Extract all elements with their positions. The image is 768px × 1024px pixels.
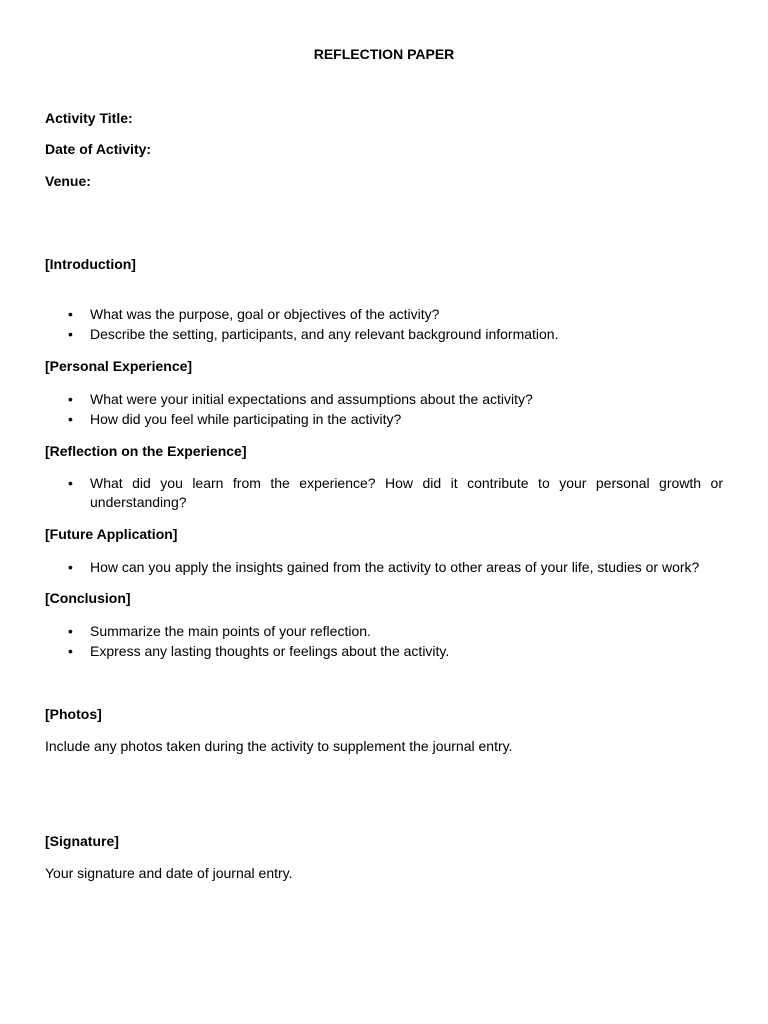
signature-heading: [Signature] <box>45 833 119 849</box>
list-item <box>45 410 723 429</box>
list-item-text: Express any lasting thoughts or feelings about the activity. <box>90 643 450 659</box>
signature-instruction: Your signature and date of journal entry. <box>45 865 293 881</box>
list-item-text: How did you feel while participating in the activity? <box>90 411 402 427</box>
photos-heading: [Photos] <box>45 706 102 722</box>
bullet-icon: • <box>68 559 73 575</box>
list-item <box>45 305 723 324</box>
introduction-heading: [Introduction] <box>45 256 136 272</box>
list-item-text: What were your initial expectations and assumptions about the activity? <box>90 391 533 407</box>
document-title: REFLECTION PAPER <box>313 46 455 62</box>
bullet-icon: • <box>68 623 73 639</box>
list-item <box>45 474 723 512</box>
photos-instruction: Include any photos taken during the activity to supplement the journal entry. <box>45 738 513 754</box>
list-item <box>45 325 723 344</box>
future-application-heading: [Future Application] <box>45 526 178 542</box>
list-item <box>45 558 723 577</box>
bullet-icon: • <box>68 306 73 322</box>
bullet-icon: • <box>68 475 73 491</box>
reflection-list <box>45 474 723 513</box>
reflection-heading: [Reflection on the Experience] <box>45 443 247 459</box>
conclusion-heading: [Conclusion] <box>45 590 131 606</box>
personal-experience-list <box>45 390 723 430</box>
activity-title-label: Activity Title: <box>45 110 133 126</box>
venue-label: Venue: <box>45 173 91 189</box>
date-of-activity-label: Date of Activity: <box>45 141 152 157</box>
list-item-text: What did you learn from the experience? How did it contribute to your personal growth or understanding? <box>90 475 723 510</box>
list-item-text: What was the purpose, goal or objectives of the activity? <box>90 306 440 322</box>
bullet-icon: • <box>68 326 73 342</box>
conclusion-list <box>45 622 723 662</box>
bullet-icon: • <box>68 411 73 427</box>
list-item <box>45 642 723 661</box>
bullet-icon: • <box>68 643 73 659</box>
list-item-text: How can you apply the insights gained from the activity to other areas of your life, studies or work? <box>90 559 700 575</box>
list-item-text: Describe the setting, participants, and any relevant background information. <box>90 326 559 342</box>
list-item <box>45 390 723 409</box>
bullet-icon: • <box>68 391 73 407</box>
personal-experience-heading: [Personal Experience] <box>45 358 193 374</box>
list-item-text: Summarize the main points of your reflection. <box>90 623 371 639</box>
introduction-list <box>45 305 723 345</box>
list-item <box>45 622 723 641</box>
future-application-list <box>45 558 723 578</box>
